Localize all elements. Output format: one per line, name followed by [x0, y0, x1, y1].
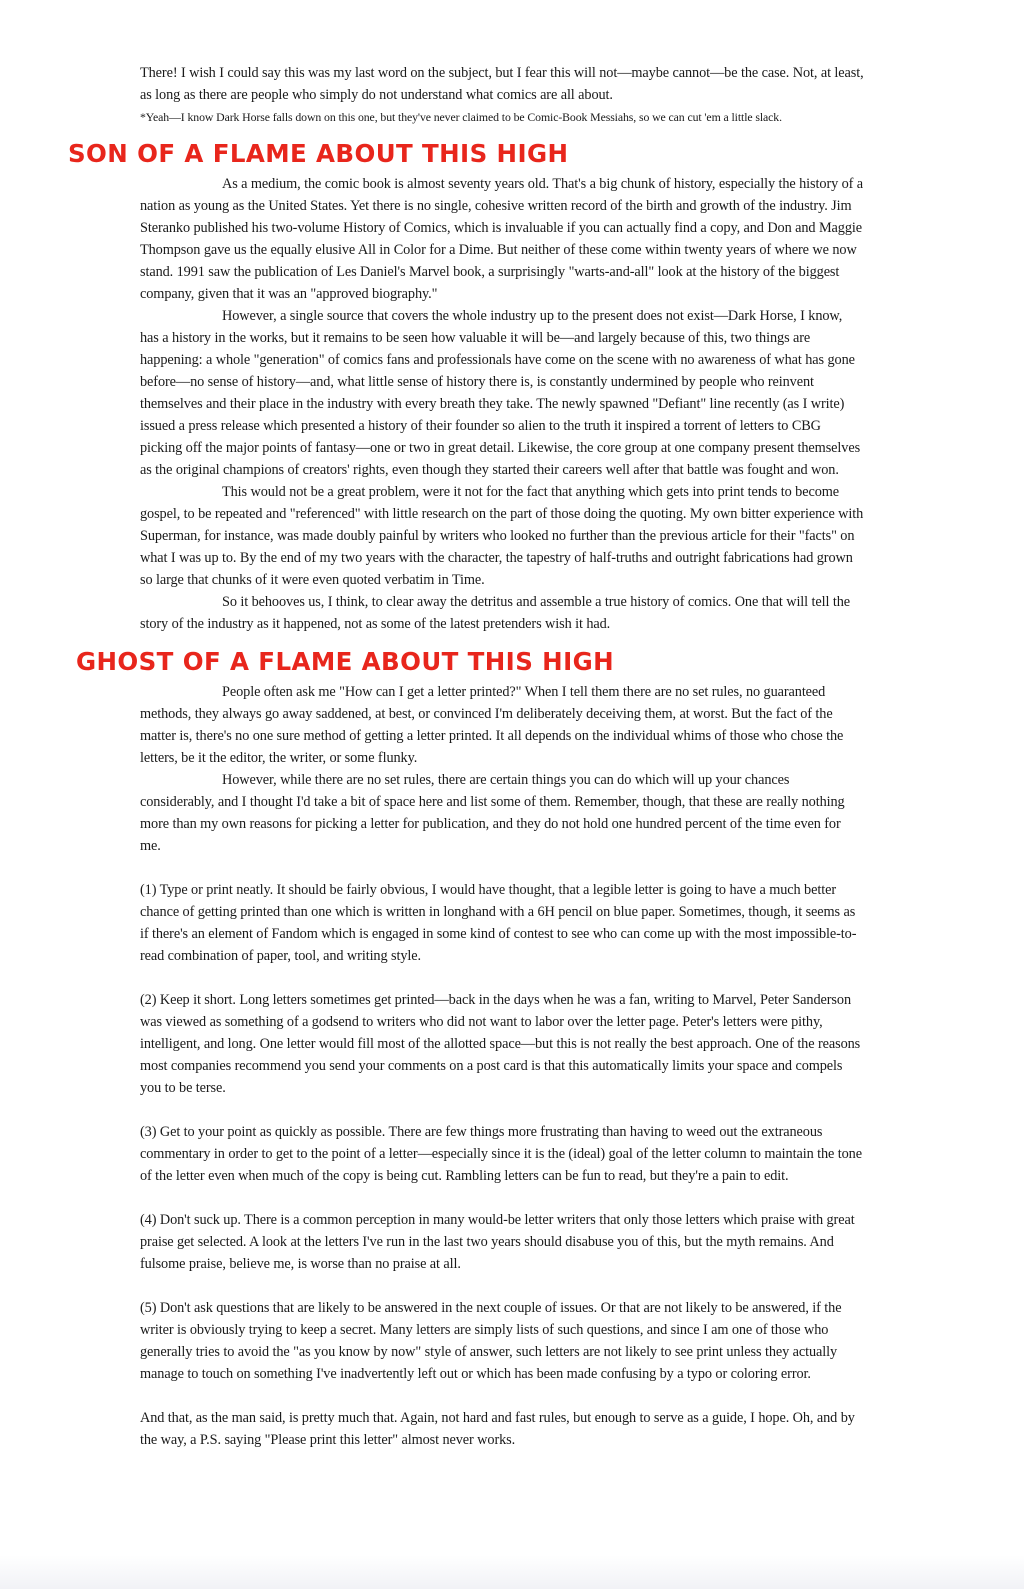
body-paragraph: As a medium, the comic book is almost seventy years old. That's a big chunk of history, especially the history of a nation as young as the United States. Yet there is no single, cohesive written record of the birth and growth of the industry. Jim Steranko published his two-volume History of Comics, which is invaluable if you can actually find a copy, and Don and Maggie Thompson gave us the equally elusive All in Color for a Dime. But neither of these come within twenty years of where we now stand. 1991 saw the publication of Les Daniel's Marvel book, a surprisingly "warts-and-all" look at the history of the biggest company, given that it was an "approved biography." [140, 176, 864, 302]
intro [140, 62, 864, 127]
list-item: (5) Don't ask questions that are likely to be answered in the next couple of issues. Or that are not likely to be answered, if the writer is obviously trying to keep a secret. Many letters are simply lists of such questions, and since I am one of those who generally tries to avoid the "as you know by now" style of answer, such letters are not likely to see print unless they actually manage to touch on something I've inadvertently left out or which has been made confusing by a typo or coloring error. [140, 1300, 842, 1382]
closing-paragraph: And that, as the man said, is pretty much that. Again, not hard and fast rules, but enough to serve as a guide, I hope. Oh, and by the way, a P.S. saying "Please print this letter" almost never works. [140, 1410, 855, 1448]
body-paragraph: So it behooves us, I think, to clear away the detritus and assemble a true history of comics. One that will tell the story of the industry as it happened, not as some of the latest pretenders wish it had. [140, 594, 851, 632]
list-item: (3) Get to your point as quickly as possible. There are few things more frustrating than having to weed out the extraneous commentary in order to get to the point of a letter—especially since it is the (ideal) goal of the letter column to maintain the tone of the letter even when much of the copy is being cut. Rambling letters can be fun to read, but they're a pain to edit. [140, 1124, 862, 1184]
list-item: (1) Type or print neatly. It should be fairly obvious, I would have thought, that a legible letter is going to have a much better chance of getting printed than one which is written in longhand with a 6H pencil on blue paper. Sometimes, though, it seems as if there's an element of Fandom which is engaged in some kind of contest to see who can come up with the most impossible-to-read combination of paper, tool, and writing style. [140, 882, 857, 964]
section-heading: SON OF A FLAME ABOUT THIS HIGH [68, 139, 569, 168]
intro-paragraph: There! I wish I could say this was my last word on the subject, but I fear this will not—maybe cannot—be the case. Not, at least, as long as there are people who simply do not understand what comics are all about. [140, 65, 864, 103]
body-paragraph: However, while there are no set rules, there are certain things you can do which will up your chances considerably, and I thought I'd take a bit of space here and list some of them. Remember, though, that these are really nothing more than my own reasons for picking a letter for publication, and they do not hold one hundred percent of the time even for me. [140, 772, 845, 854]
list-item: (4) Don't suck up. There is a common perception in many would-be letter writers that only those letters which praise with great praise get selected. A look at the letters I've run in the last two years should disabuse you of this, but the myth remains. And fulsome praise, believe me, is worse than no praise at all. [140, 1212, 855, 1272]
section-son-of-a-flame [68, 139, 864, 635]
section-ghost-of-a-flame [76, 647, 864, 1451]
section-heading: GHOST OF A FLAME ABOUT THIS HIGH [76, 647, 615, 676]
footnote: *Yeah—I know Dark Horse falls down on this one, but they've never claimed to be Comic-Book Messiahs, so we can cut 'em a little slack. [140, 110, 782, 124]
body-paragraph: However, a single source that covers the whole industry up to the present does not exist—Dark Horse, I know, has a history in the works, but it remains to be seen how valuable it will be—and largely because of this, two things are happening: a whole "generation" of comics fans and professionals have come on the scene with no awareness of what has gone before—no sense of history—and, what little sense of history there is, is constantly undermined by people who reinvent themselves and their place in the industry with every breath they take. The newly spawned "Defiant" line recently (as I write) issued a press release which presented a history of their founder so alien to the truth it inspired a torrent of letters to CBG picking off the major points of fantasy—one or two in great detail. Likewise, the core group at one company present themselves as the original champions of creators' rights, even though they started their careers well after that battle was fought and won. [140, 308, 861, 478]
body-paragraph: People often ask me "How can I get a letter printed?" When I tell them there are no set rules, no guaranteed methods, they always go away saddened, at best, or convinced I'm deliberately deceiving them, at worst. But the fact of the matter is, there's no one sure method of getting a letter printed. It all depends on the individual whims of those who chose the letters, be it the editor, the writer, or some flunky. [140, 684, 844, 766]
list-item: (2) Keep it short. Long letters sometimes get printed—back in the days when he was a fan, writing to Marvel, Peter Sanderson was viewed as something of a godsend to writers who did not want to labor over the letter page. Peter's letters were pithy, intelligent, and long. One letter would fill most of the allotted space—but this is not really the best approach. One of the reasons most companies recommend you send your comments on a post card is that this automatically limits your space and compels you to be terse. [140, 992, 861, 1096]
body-paragraph: This would not be a great problem, were it not for the fact that anything which gets into print tends to become gospel, to be repeated and "referenced" with little research on the part of those doing the quoting. My own bitter experience with Superman, for instance, was made doubly painful by writers who looked no further than the previous article for their "facts" on what I was up to. By the end of my two years with the character, the tapestry of half-truths and outright fabrications had grown so large that chunks of it were even quoted verbatim in Time. [140, 484, 864, 588]
article [68, 62, 864, 1451]
page-edge-tint [0, 1555, 1024, 1589]
